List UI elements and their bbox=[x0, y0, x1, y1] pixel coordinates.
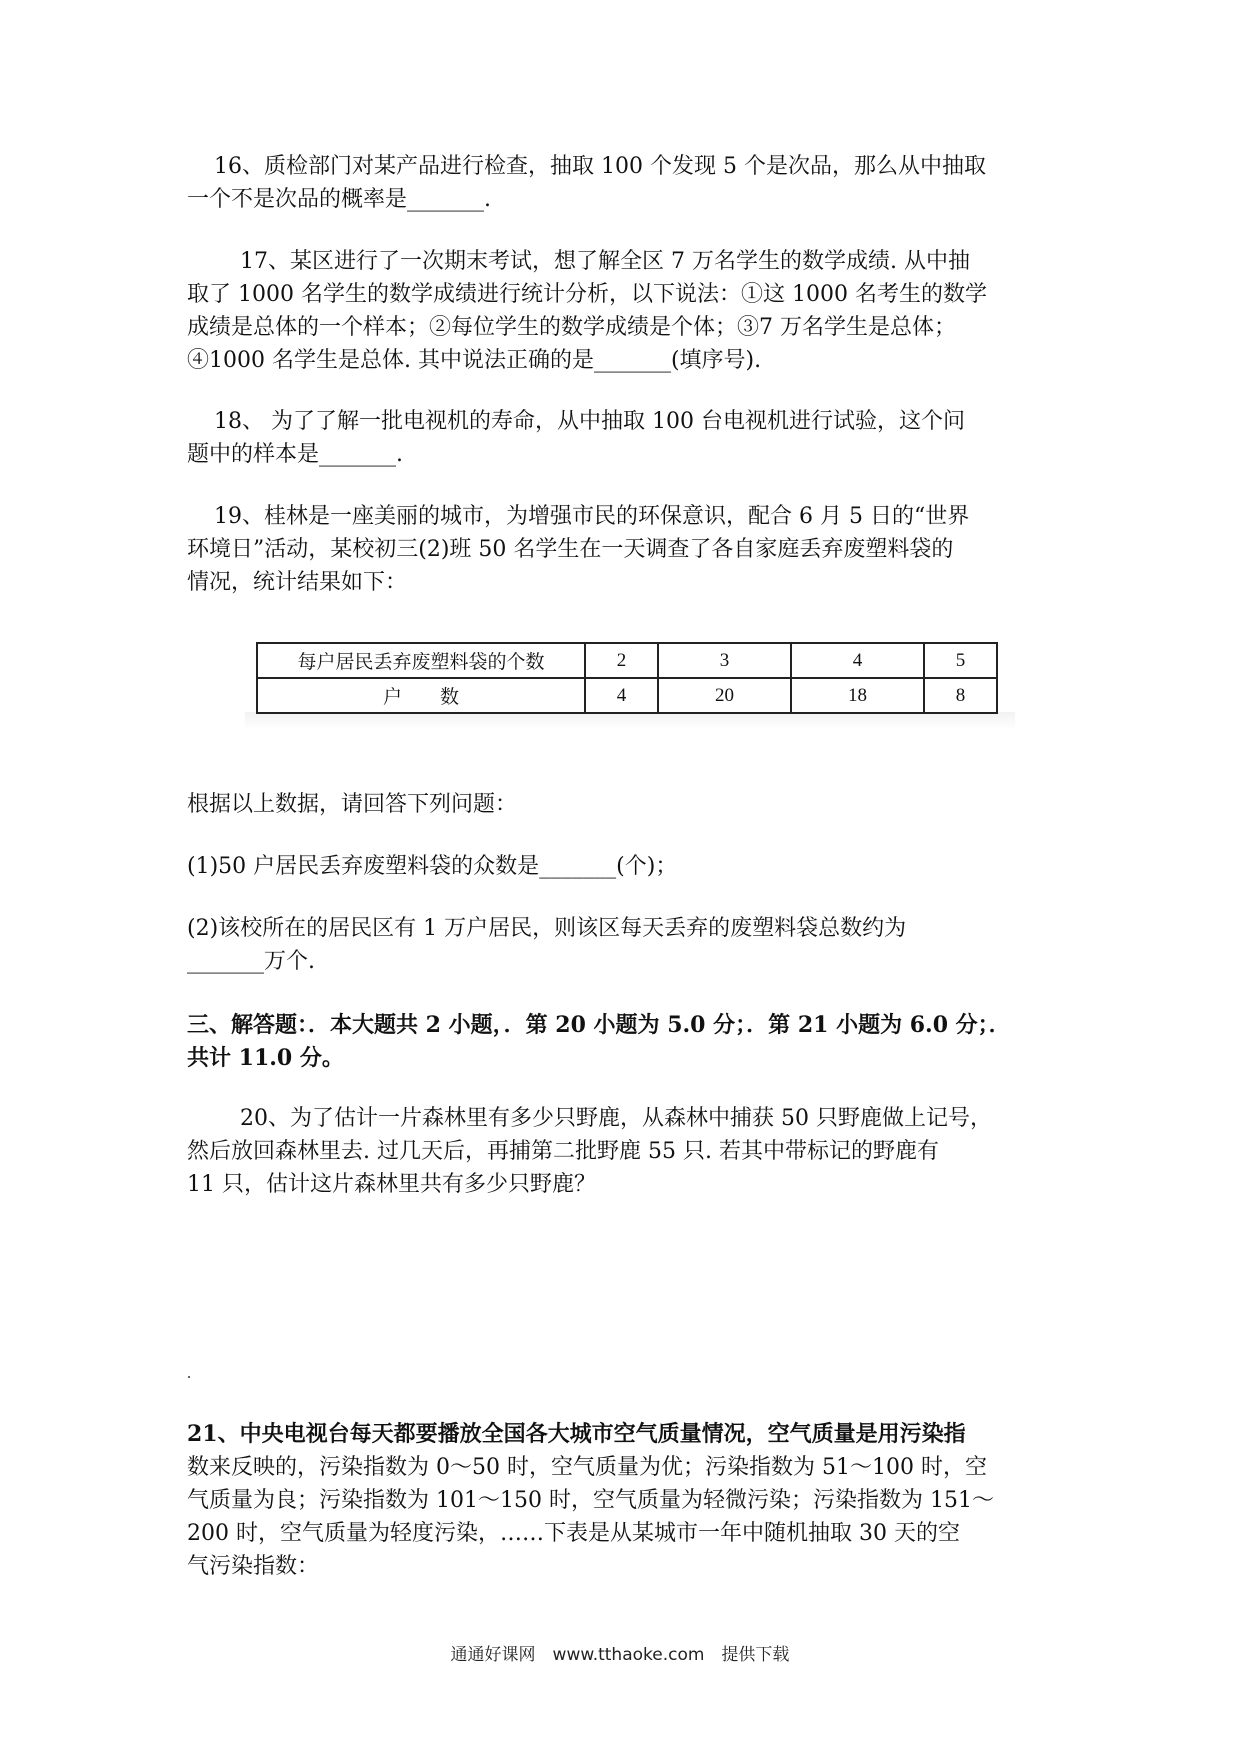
question-17-line-1: 17、某区进行了一次期末考试，想了解全区 7 万名学生的数学成绩. 从中抽 bbox=[240, 249, 970, 274]
question-19-part-2 bbox=[187, 912, 1057, 978]
question-20 bbox=[187, 1102, 1057, 1201]
question-20-line-1: 20、为了估计一片森林里有多少只野鹿，从森林中捕获 50 只野鹿做上记号， bbox=[240, 1106, 992, 1131]
question-19-part-2-line-2: _______万个. bbox=[187, 949, 315, 974]
question-18-line-1: 18、 为了了解一批电视机的寿命，从中抽取 100 台电视机进行试验，这个问 bbox=[214, 409, 965, 434]
question-16 bbox=[187, 150, 1057, 216]
plastic-bag-table bbox=[256, 642, 998, 714]
question-19-line-1: 19、桂林是一座美丽的城市，为增强市民的环保意识，配合 6 月 5 日的“世界 bbox=[214, 504, 970, 529]
table-cell: 4 bbox=[585, 678, 658, 713]
table-cell: 18 bbox=[791, 678, 924, 713]
table-cell: 5 bbox=[924, 643, 997, 678]
table-row bbox=[257, 678, 997, 713]
question-17-line-4: ④1000 名学生是总体. 其中说法正确的是_______(填序号). bbox=[187, 348, 762, 373]
page-footer: 通通好课网 www.tthaoke.com 提供下载 bbox=[450, 1645, 790, 1665]
table-cell: 20 bbox=[658, 678, 791, 713]
section-3-heading-line-1: 三、解答题：．本大题共 2 小题，．第 20 小题为 5.0 分；．第 21 小题为 6.0 分；． bbox=[187, 1012, 1011, 1038]
table-cell: 4 bbox=[791, 643, 924, 678]
question-21-line-2: 数来反映的，污染指数为 0～50 时，空气质量为优；污染指数为 51～100 时，空 bbox=[187, 1455, 987, 1480]
question-21-line-4: 200 时，空气质量为轻度污染，……下表是从某城市一年中随机抽取 30 天的空 bbox=[187, 1521, 960, 1546]
section-3-heading-line-2: 共计 11.0 分。 bbox=[187, 1045, 344, 1071]
question-16-line-1: 16、质检部门对某产品进行检查，抽取 100 个发现 5 个是次品，那么从中抽取 bbox=[214, 154, 986, 179]
scan-speck bbox=[188, 1376, 190, 1378]
question-17-line-2: 取了 1000 名学生的数学成绩进行统计分析，以下说法：①这 1000 名考生的数学 bbox=[187, 282, 987, 307]
table-shadow bbox=[245, 712, 1015, 730]
question-19-intro bbox=[187, 788, 1057, 821]
question-18 bbox=[187, 405, 1057, 471]
question-17-line-3: 成绩是总体的一个样本；②每位学生的数学成绩是个体；③7 万名学生是总体； bbox=[187, 315, 956, 340]
question-18-line-2: 题中的样本是_______. bbox=[187, 442, 403, 467]
question-20-line-2: 然后放回森林里去. 过几天后，再捕第二批野鹿 55 只. 若其中带标记的野鹿有 bbox=[187, 1139, 939, 1164]
question-16-line-2: 一个不是次品的概率是_______. bbox=[187, 187, 491, 212]
table-row-head: 户 数 bbox=[257, 678, 585, 713]
table-cell: 8 bbox=[924, 678, 997, 713]
question-19-part-2-line-1: (2)该校所在的居民区有 1 万户居民，则该区每天丢弃的废塑料袋总数约为 bbox=[187, 916, 907, 941]
question-21-line-1-text: 21、中央电视台每天都要播放全国各大城市空气质量情况，空气质量是用污染指 bbox=[187, 1421, 966, 1447]
question-20-line-3: 11 只，估计这片森林里共有多少只野鹿？ bbox=[187, 1172, 596, 1197]
question-17 bbox=[187, 245, 1057, 377]
question-21-line-3: 气质量为良；污染指数为 101～150 时，空气质量为轻微污染；污染指数为 151～ bbox=[187, 1488, 994, 1513]
question-21 bbox=[187, 1418, 1057, 1583]
table-row bbox=[257, 643, 997, 678]
question-19-line-2: 环境日”活动，某校初三(2)班 50 名学生在一天调查了各自家庭丢弃废塑料袋的 bbox=[187, 537, 954, 562]
question-19 bbox=[187, 500, 1057, 599]
question-21-line-5: 气污染指数： bbox=[187, 1554, 320, 1579]
table-cell: 2 bbox=[585, 643, 658, 678]
section-3-heading bbox=[187, 1009, 1057, 1075]
table-cell: 3 bbox=[658, 643, 791, 678]
table-row-head: 每户居民丢弃废塑料袋的个数 bbox=[257, 643, 585, 678]
question-19-part-1 bbox=[187, 850, 1057, 883]
question-21-line-1 bbox=[187, 1418, 1057, 1451]
question-19-intro-text: 根据以上数据，请回答下列问题： bbox=[187, 792, 518, 817]
question-19-line-3: 情况，统计结果如下： bbox=[187, 570, 408, 595]
question-19-part-1-text: (1)50 户居民丢弃废塑料袋的众数是_______(个)； bbox=[187, 854, 678, 879]
